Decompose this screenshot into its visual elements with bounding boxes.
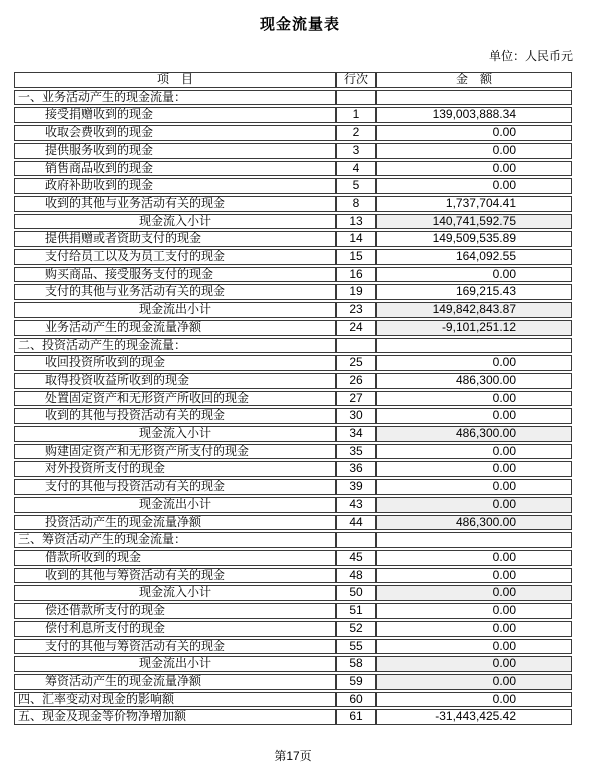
table-row (14, 391, 572, 407)
item-cell: 一、业务活动产生的现金流量： (14, 90, 336, 106)
item-cell: 业务活动产生的现金流量净额 (14, 320, 336, 336)
amount-cell: 0.00 (376, 603, 572, 619)
line-no-cell: 1 (336, 107, 376, 123)
amount-cell: 0.00 (376, 497, 572, 513)
item-cell: 现金流出小计 (14, 497, 336, 513)
line-no-cell: 23 (336, 302, 376, 318)
line-no-cell: 14 (336, 231, 376, 247)
amount-cell: 139,003,888.34 (376, 107, 572, 123)
table-row (14, 461, 572, 477)
table-row (14, 214, 572, 230)
item-cell: 四、汇率变动对现金的影响额 (14, 692, 336, 708)
line-no-cell: 34 (336, 426, 376, 442)
amount-cell: 149,509,535.89 (376, 231, 572, 247)
item-cell: 现金流出小计 (14, 656, 336, 672)
table-row (14, 497, 572, 513)
amount-cell: 0.00 (376, 621, 572, 637)
amount-cell: 0.00 (376, 692, 572, 708)
amount-cell: 164,092.55 (376, 249, 572, 265)
line-no-cell: 13 (336, 214, 376, 230)
table-row (14, 444, 572, 460)
line-no-cell: 36 (336, 461, 376, 477)
line-no-cell: 44 (336, 515, 376, 531)
item-cell: 收到的其他与投资活动有关的现金 (14, 408, 336, 424)
item-cell: 提供捐赠或者资助支付的现金 (14, 231, 336, 247)
cash-flow-table-body (14, 90, 572, 725)
item-cell: 政府补助收到的现金 (14, 178, 336, 194)
amount-cell: 140,741,592.75 (376, 214, 572, 230)
line-no-cell: 55 (336, 639, 376, 655)
line-no-cell: 15 (336, 249, 376, 265)
line-no-cell (336, 532, 376, 548)
line-no-cell: 43 (336, 497, 376, 513)
item-cell: 支付的其他与投资活动有关的现金 (14, 479, 336, 495)
amount-cell: 0.00 (376, 568, 572, 584)
amount-cell: 0.00 (376, 355, 572, 371)
amount-cell: 486,300.00 (376, 373, 572, 389)
line-no-cell: 16 (336, 267, 376, 283)
amount-cell (376, 532, 572, 548)
table-row (14, 550, 572, 566)
unit-label: 单位：人民币元 (488, 49, 573, 63)
table-row (14, 125, 572, 141)
item-cell: 现金流出小计 (14, 302, 336, 318)
item-cell: 取得投资收益所收到的现金 (14, 373, 336, 389)
table-row (14, 90, 572, 106)
table-row (14, 585, 572, 601)
amount-cell: 486,300.00 (376, 515, 572, 531)
table-row (14, 692, 572, 708)
amount-cell: 0.00 (376, 550, 572, 566)
line-no-cell: 19 (336, 284, 376, 300)
item-cell: 处置固定资产和无形资产所收回的现金 (14, 391, 336, 407)
table-row (14, 338, 572, 354)
table-row (14, 709, 572, 725)
table-row (14, 479, 572, 495)
amount-cell: 0.00 (376, 656, 572, 672)
table-row (14, 267, 572, 283)
line-no-cell: 50 (336, 585, 376, 601)
page-title: 现金流量表 (259, 16, 340, 33)
amount-cell: -9,101,251.12 (376, 320, 572, 336)
item-cell: 偿付利息所支付的现金 (14, 621, 336, 637)
item-cell: 二、投资活动产生的现金流量： (14, 338, 336, 354)
table-row (14, 355, 572, 371)
amount-cell: 0.00 (376, 391, 572, 407)
amount-cell: 0.00 (376, 639, 572, 655)
table-row (14, 568, 572, 584)
line-no-cell: 24 (336, 320, 376, 336)
table-row (14, 161, 572, 177)
item-cell: 提供服务收到的现金 (14, 143, 336, 159)
line-no-cell: 60 (336, 692, 376, 708)
amount-cell: 149,842,843.87 (376, 302, 572, 318)
line-no-cell (336, 338, 376, 354)
item-cell: 对外投资所支付的现金 (14, 461, 336, 477)
amount-cell: -31,443,425.42 (376, 709, 572, 725)
item-cell: 现金流入小计 (14, 585, 336, 601)
item-column-header: 项 目 (14, 72, 336, 88)
item-cell: 投资活动产生的现金流量净额 (14, 515, 336, 531)
table-row (14, 196, 572, 212)
line-no-cell: 35 (336, 444, 376, 460)
item-cell: 偿还借款所支付的现金 (14, 603, 336, 619)
line-no-cell: 58 (336, 656, 376, 672)
amount-column-header: 金 额 (376, 72, 572, 88)
line-no-cell: 3 (336, 143, 376, 159)
amount-cell: 0.00 (376, 143, 572, 159)
table-header-row (14, 72, 572, 88)
amount-cell: 0.00 (376, 178, 572, 194)
table-row (14, 515, 572, 531)
table-row (14, 231, 572, 247)
item-cell: 接受捐赠收到的现金 (14, 107, 336, 123)
table-row (14, 621, 572, 637)
table-row (14, 426, 572, 442)
line-no-cell: 51 (336, 603, 376, 619)
item-cell: 现金流入小计 (14, 426, 336, 442)
item-cell: 购买商品、接受服务支付的现金 (14, 267, 336, 283)
item-cell: 支付给员工以及为员工支付的现金 (14, 249, 336, 265)
amount-cell: 1,737,704.41 (376, 196, 572, 212)
item-cell: 支付的其他与筹资活动有关的现金 (14, 639, 336, 655)
item-cell: 收取会费收到的现金 (14, 125, 336, 141)
amount-cell: 0.00 (376, 461, 572, 477)
table-row (14, 178, 572, 194)
table-row (14, 656, 572, 672)
line-no-cell: 61 (336, 709, 376, 725)
line-no-cell: 52 (336, 621, 376, 637)
line-no-cell (336, 90, 376, 106)
line-no-cell: 26 (336, 373, 376, 389)
line-no-cell: 27 (336, 391, 376, 407)
amount-cell: 0.00 (376, 125, 572, 141)
item-cell: 收到的其他与筹资活动有关的现金 (14, 568, 336, 584)
line-no-cell: 45 (336, 550, 376, 566)
table-row (14, 249, 572, 265)
line-no-cell: 48 (336, 568, 376, 584)
amount-cell: 0.00 (376, 585, 572, 601)
table-row (14, 143, 572, 159)
amount-cell: 0.00 (376, 161, 572, 177)
line-no-column-header: 行次 (336, 72, 376, 88)
item-cell: 筹资活动产生的现金流量净额 (14, 674, 336, 690)
item-cell: 三、筹资活动产生的现金流量： (14, 532, 336, 548)
amount-cell: 169,215.43 (376, 284, 572, 300)
amount-cell (376, 338, 572, 354)
line-no-cell: 4 (336, 161, 376, 177)
amount-cell: 0.00 (376, 267, 572, 283)
amount-cell: 0.00 (376, 408, 572, 424)
amount-cell (376, 90, 572, 106)
table-row (14, 284, 572, 300)
amount-cell: 0.00 (376, 674, 572, 690)
cash-flow-table (14, 70, 572, 727)
table-row (14, 532, 572, 548)
table-row (14, 603, 572, 619)
item-cell: 五、现金及现金等价物净增加额 (14, 709, 336, 725)
table-row (14, 639, 572, 655)
item-cell: 收到的其他与业务活动有关的现金 (14, 196, 336, 212)
item-cell: 借款所收到的现金 (14, 550, 336, 566)
item-cell: 收回投资所收到的现金 (14, 355, 336, 371)
table-row (14, 408, 572, 424)
table-row (14, 107, 572, 123)
line-no-cell: 5 (336, 178, 376, 194)
item-cell: 销售商品收到的现金 (14, 161, 336, 177)
amount-cell: 486,300.00 (376, 426, 572, 442)
amount-cell: 0.00 (376, 444, 572, 460)
item-cell: 购建固定资产和无形资产所支付的现金 (14, 444, 336, 460)
table-row (14, 373, 572, 389)
line-no-cell: 39 (336, 479, 376, 495)
table-row (14, 302, 572, 318)
table-row (14, 674, 572, 690)
table-row (14, 320, 572, 336)
item-cell: 支付的其他与业务活动有关的现金 (14, 284, 336, 300)
line-no-cell: 8 (336, 196, 376, 212)
line-no-cell: 30 (336, 408, 376, 424)
amount-cell: 0.00 (376, 479, 572, 495)
item-cell: 现金流入小计 (14, 214, 336, 230)
line-no-cell: 25 (336, 355, 376, 371)
line-no-cell: 59 (336, 674, 376, 690)
page-number: 第17页 (274, 749, 312, 763)
line-no-cell: 2 (336, 125, 376, 141)
